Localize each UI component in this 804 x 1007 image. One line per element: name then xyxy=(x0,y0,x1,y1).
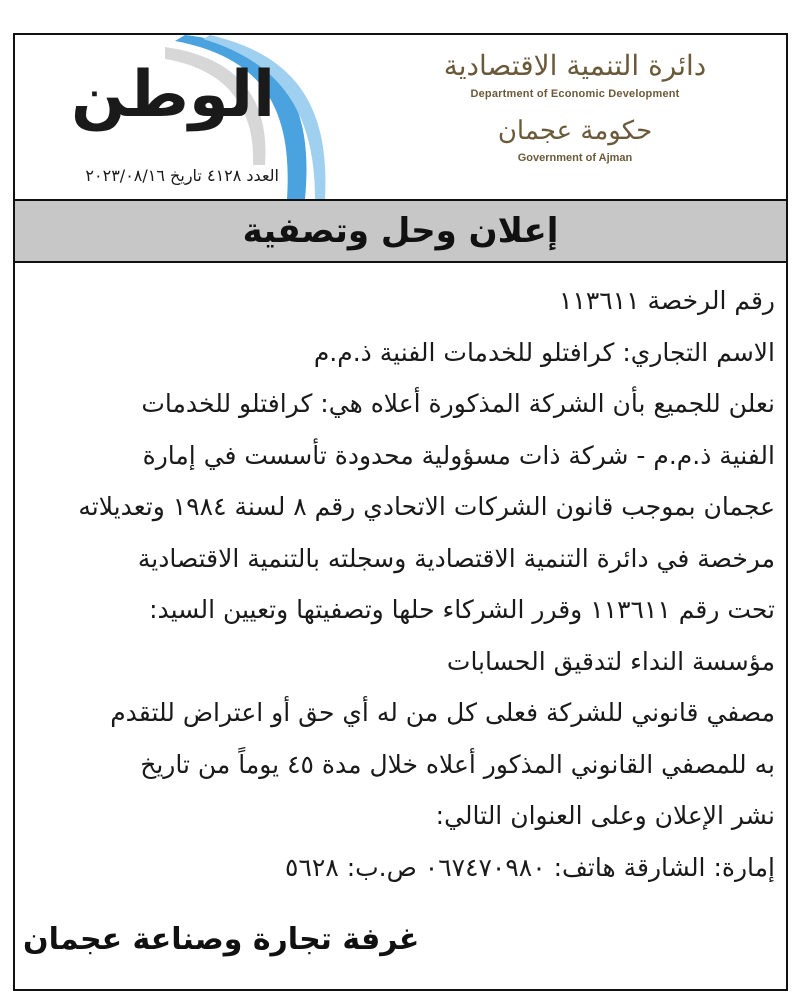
body-line: الاسم التجاري: كرافتلو للخدمات الفنية ذ.م.م xyxy=(313,337,775,367)
body-line: مؤسسة النداء لتدقيق الحسابات xyxy=(446,646,775,676)
government-arabic-name: حكومة عجمان xyxy=(497,116,653,146)
body-line: نعلن للجميع بأن الشركة المذكورة أعلاه هي: كرافتلو للخدمات xyxy=(141,389,775,418)
newspaper-logo: الوطن xyxy=(71,58,275,132)
body-line: تحت رقم ١١٣٦١١ وقرر الشركاء حلها وتصفيتها وتعيين السيد: xyxy=(149,595,775,624)
body-line: إمارة: الشارقة هاتف: ٠٦٧٤٧٠٩٨٠ ص.ب: ٥٦٢٨ xyxy=(285,852,775,882)
header xyxy=(15,35,786,199)
issue-date-line: العدد ٤١٢٨ تاريخ ٢٠٢٣/٠٨/١٦ xyxy=(85,166,279,185)
department-arabic-name: دائرة التنمية الاقتصادية xyxy=(443,49,707,82)
body-line: مرخصة في دائرة التنمية الاقتصادية وسجلته بالتنمية الاقتصادية xyxy=(137,543,775,573)
body-line: نشر الإعلان وعلى العنوان التالي: xyxy=(435,801,775,830)
announcement-frame xyxy=(13,33,788,991)
announcement-title: إعلان وحل وتصفية xyxy=(242,211,559,251)
government-emblems xyxy=(435,45,715,195)
issuer-signature-line: غرفة تجارة وصناعة عجمان xyxy=(23,922,420,957)
body-line: به للمصفي القانوني المذكور أعلاه خلال مدة ٤٥ يوماً من تاريخ xyxy=(140,749,775,779)
body-line: عجمان بموجب قانون الشركات الاتحادي رقم ٨ لسنة ١٩٨٤ وتعديلاته xyxy=(78,492,775,521)
body-line: مصفي قانوني للشركة فعلى كل من له أي حق أو اعتراض للتقدم xyxy=(110,698,775,727)
body-line: الفنية ذ.م.م - شركة ذات مسؤولية محدودة تأسست في إمارة xyxy=(142,440,775,470)
department-english-name: Department of Economic Development xyxy=(470,88,680,100)
announcement-body xyxy=(25,275,775,893)
government-english-name: Government of Ajman xyxy=(517,152,633,164)
title-band xyxy=(15,199,786,263)
body-line: رقم الرخصة ١١٣٦١١ xyxy=(558,286,775,315)
